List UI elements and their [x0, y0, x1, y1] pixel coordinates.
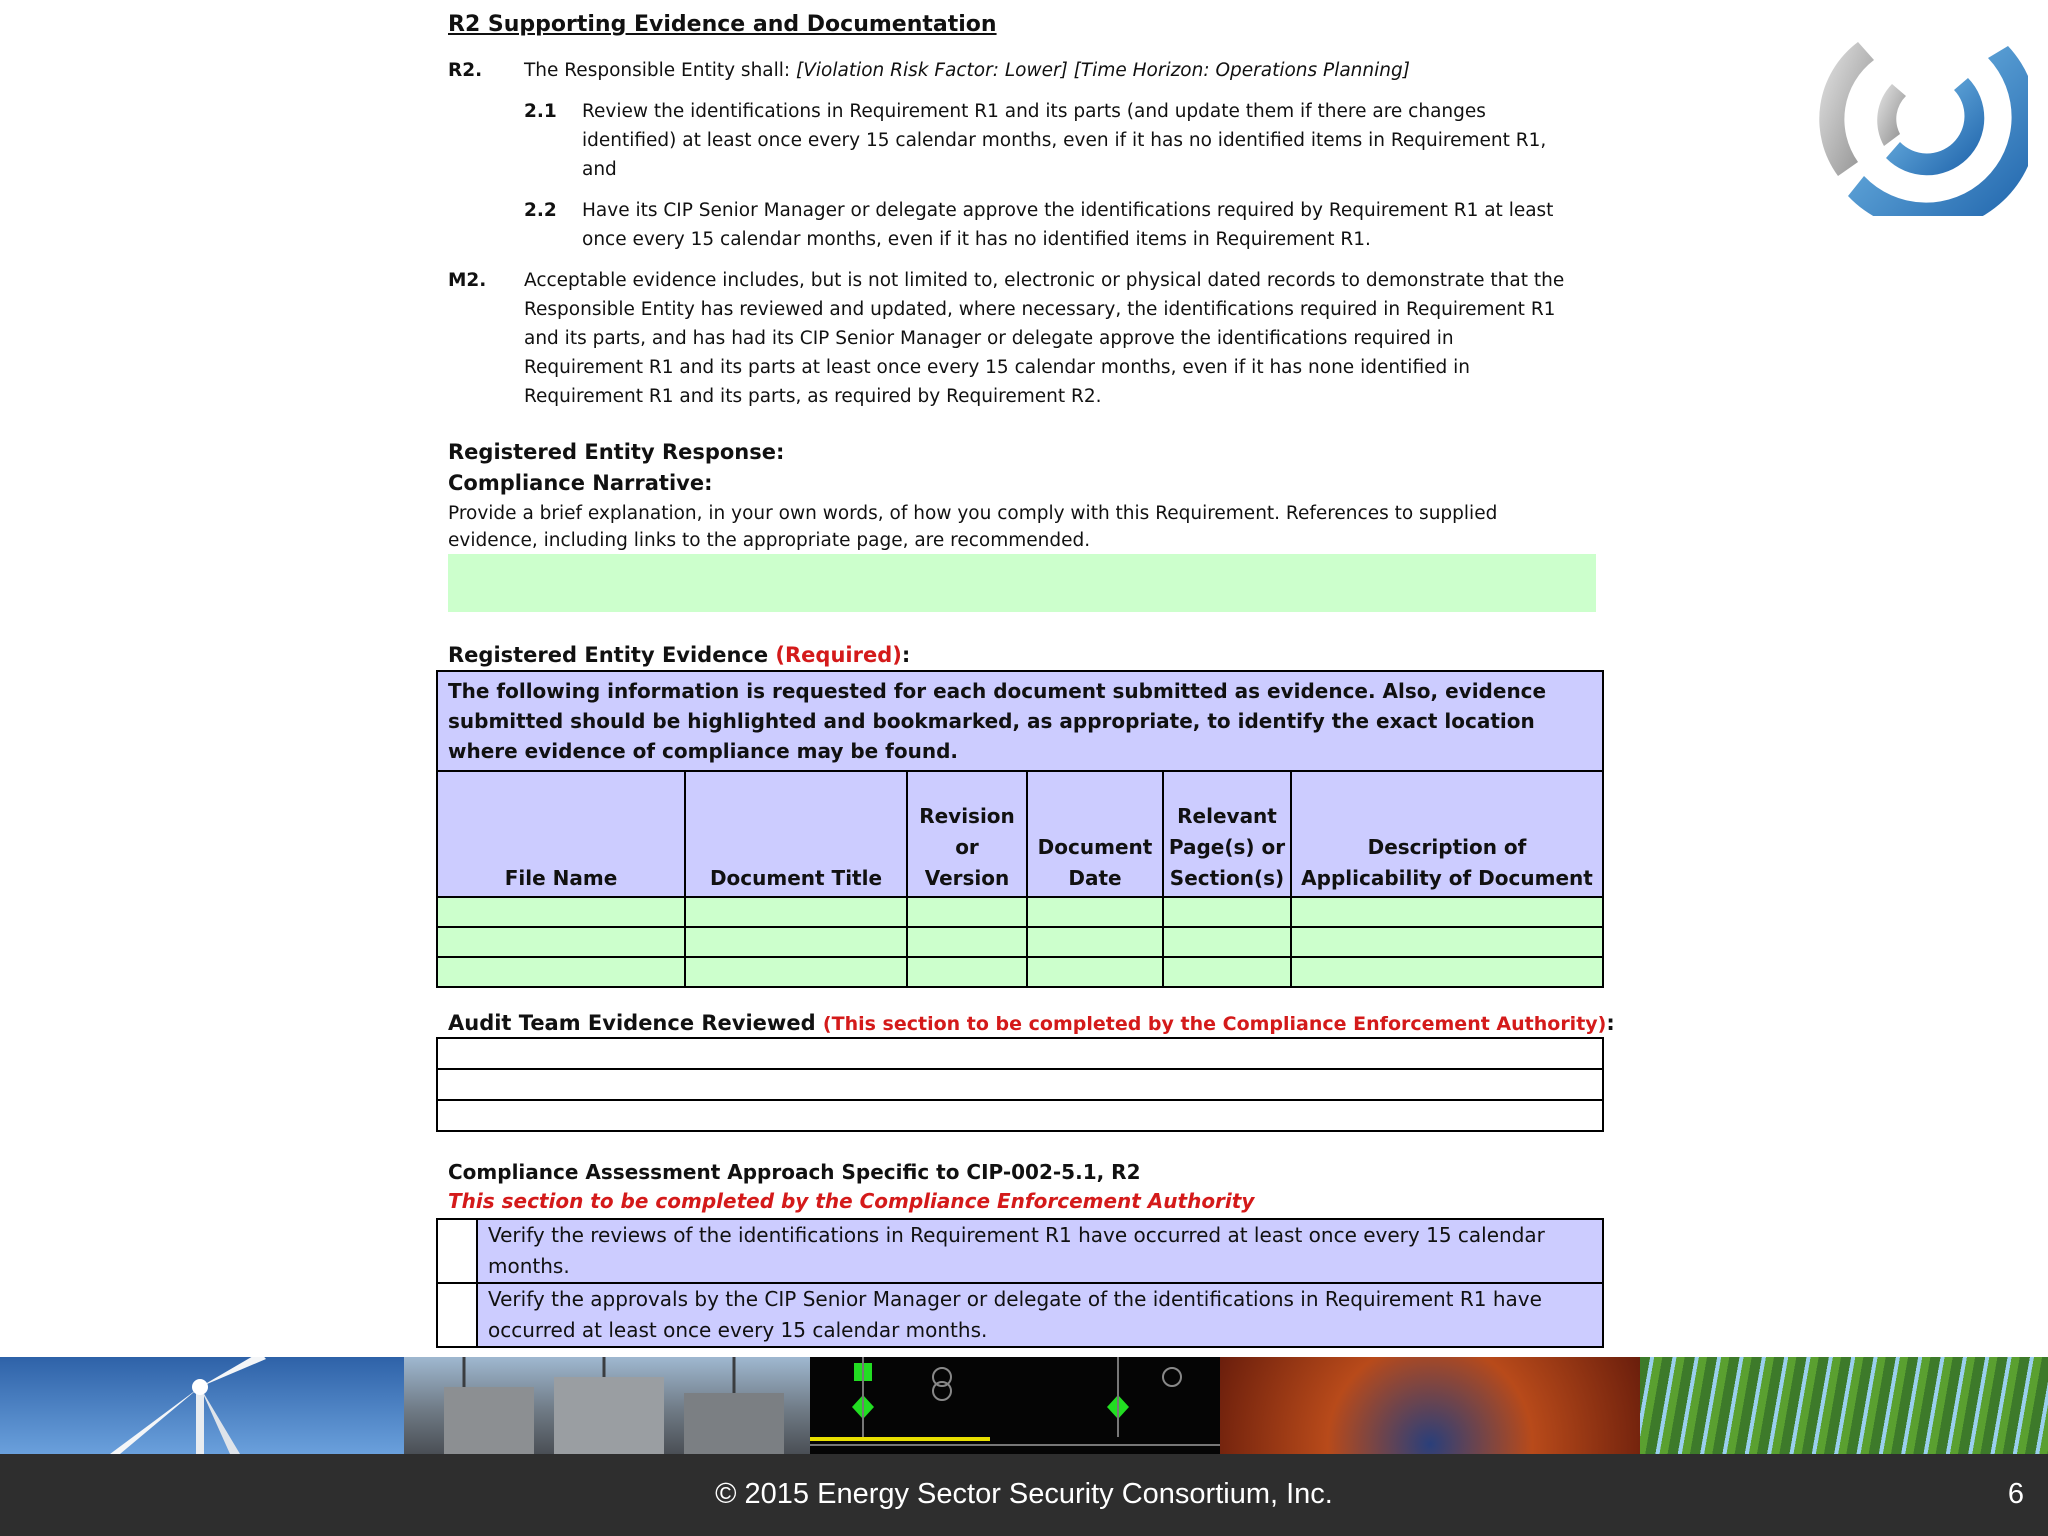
turbine-interior-image	[1220, 1357, 1640, 1454]
table-cell[interactable]	[437, 927, 685, 957]
col-file-name: File Name	[437, 771, 685, 897]
m2-line: Responsible Entity has reviewed and updated, where necessary, the identifications required in Requirement R1	[524, 299, 1556, 320]
table-cell[interactable]	[1291, 957, 1603, 987]
table-cell[interactable]	[1027, 927, 1163, 957]
table-row	[437, 1283, 1603, 1347]
table-row	[437, 1069, 1603, 1100]
col-relevant-pages: Relevant Page(s) or Section(s)	[1163, 771, 1291, 897]
col-document-title: Document Title	[685, 771, 907, 897]
control-diagram-image	[810, 1357, 1220, 1454]
m2-line: Requirement R1 and its parts, as required by Requirement R2.	[524, 386, 1102, 407]
table-cell[interactable]	[437, 897, 685, 927]
p22-line: once every 15 calendar months, even if it has no identified items in Requirement R1.	[582, 229, 1371, 250]
table-row	[437, 927, 1603, 957]
table-row	[437, 1219, 1603, 1283]
table-cell[interactable]	[1027, 957, 1163, 987]
p22-line: Have its CIP Senior Manager or delegate approve the identifications required by Requirement R1 at least	[582, 200, 1554, 221]
table-cell[interactable]	[1163, 957, 1291, 987]
requirement-r2	[448, 56, 1608, 86]
table-cell[interactable]	[1027, 897, 1163, 927]
evidence-table	[436, 670, 1604, 988]
p22-label: 2.2	[524, 200, 557, 221]
measure-m2	[448, 266, 1608, 416]
table-cell[interactable]	[437, 1069, 1603, 1100]
table-row	[437, 1100, 1603, 1131]
table-cell[interactable]	[907, 957, 1027, 987]
p21-line: and	[582, 159, 617, 180]
assess-note: This section to be completed by the Compliance Enforcement Authority	[448, 1189, 1255, 1213]
assess-checkbox[interactable]	[437, 1283, 477, 1347]
section-title: R2 Supporting Evidence and Documentation	[448, 12, 997, 37]
audit-heading	[448, 1011, 1615, 1035]
narrative-instructions	[448, 500, 1558, 554]
part-2-1	[524, 97, 1604, 187]
narrative-input-box[interactable]	[448, 554, 1596, 612]
table-cell[interactable]	[685, 957, 907, 987]
evidence-heading-text: Registered Entity Evidence	[448, 643, 776, 667]
m2-label: M2.	[448, 270, 487, 291]
table-row	[437, 1038, 1603, 1069]
audit-colon: :	[1606, 1011, 1615, 1035]
r2-label: R2.	[448, 60, 483, 81]
col-document-date: Document Date	[1027, 771, 1163, 897]
p21-line: identified) at least once every 15 calendar months, even if it has no identified items in Requirement R1,	[582, 130, 1547, 151]
m2-line: and its parts, and has had its CIP Senior Manager or delegate approve the identifications required in	[524, 328, 1454, 349]
table-row	[437, 897, 1603, 927]
table-cell[interactable]	[1163, 897, 1291, 927]
part-2-2	[524, 196, 1604, 256]
table-row	[437, 957, 1603, 987]
solar-field-image	[1640, 1357, 2048, 1454]
table-cell[interactable]	[907, 927, 1027, 957]
response-heading: Registered Entity Response:	[448, 440, 785, 464]
table-cell[interactable]	[1291, 927, 1603, 957]
audit-heading-text: Audit Team Evidence Reviewed	[448, 1011, 823, 1035]
assess-heading: Compliance Assessment Approach Specific to CIP-002-5.1, R2	[448, 1160, 1141, 1184]
table-cell[interactable]	[907, 897, 1027, 927]
audit-table	[436, 1037, 1604, 1132]
r2-italic: [Violation Risk Factor: Lower] [Time Horizon: Operations Planning]	[796, 60, 1410, 81]
assess-item: Verify the approvals by the CIP Senior Manager or delegate of the identifications in Requirement R1 have occurred at least once every 15 calendar months.	[477, 1283, 1603, 1347]
table-cell[interactable]	[437, 957, 685, 987]
r2-text: The Responsible Entity shall:	[524, 60, 797, 81]
assess-item: Verify the reviews of the identifications in Requirement R1 have occurred at least once every 15 calendar months.	[477, 1219, 1603, 1283]
narrative-line: Provide a brief explanation, in your own words, of how you comply with this Requirement. References to supplied	[448, 503, 1498, 524]
consortium-logo-icon	[1808, 26, 2028, 216]
table-cell[interactable]	[1291, 897, 1603, 927]
audit-note: (This section to be completed by the Compliance Enforcement Authority)	[822, 1013, 1607, 1035]
m2-line: Requirement R1 and its parts at least once every 15 calendar months, even if it has none identified in	[524, 357, 1470, 378]
narrative-line: evidence, including links to the appropriate page, are recommended.	[448, 530, 1091, 551]
p21-label: 2.1	[524, 101, 557, 122]
evidence-heading	[448, 643, 910, 667]
wind-turbine-image	[0, 1357, 404, 1454]
evidence-intro: The following information is requested for each document submitted as evidence. Also, evidence submitted should be highlighted and bookmarked, as appropriate, to identify the exact location where evidence of compliance may be found.	[437, 671, 1603, 771]
page-number: 6	[2007, 1478, 2024, 1510]
table-cell[interactable]	[1163, 927, 1291, 957]
evidence-required-label: (Required)	[775, 643, 902, 667]
assessment-table	[436, 1218, 1604, 1348]
assess-checkbox[interactable]	[437, 1219, 477, 1283]
table-cell[interactable]	[437, 1100, 1603, 1131]
col-revision: Revision or Version	[907, 771, 1027, 897]
evidence-colon: :	[901, 643, 911, 667]
col-description: Description of Applicability of Document	[1291, 771, 1603, 897]
narrative-heading: Compliance Narrative:	[448, 471, 713, 495]
copyright-text: © 2015 Energy Sector Security Consortium, Inc.	[715, 1478, 1333, 1510]
table-cell[interactable]	[685, 897, 907, 927]
m2-line: Acceptable evidence includes, but is not limited to, electronic or physical dated records to demonstrate that the	[524, 270, 1565, 291]
table-cell[interactable]	[685, 927, 907, 957]
table-cell[interactable]	[437, 1038, 1603, 1069]
p21-line: Review the identifications in Requirement R1 and its parts (and update them if there are changes	[582, 101, 1486, 122]
slide-footer	[0, 1454, 2048, 1536]
substation-image	[404, 1357, 810, 1454]
energy-photo-strip	[0, 1357, 2048, 1454]
